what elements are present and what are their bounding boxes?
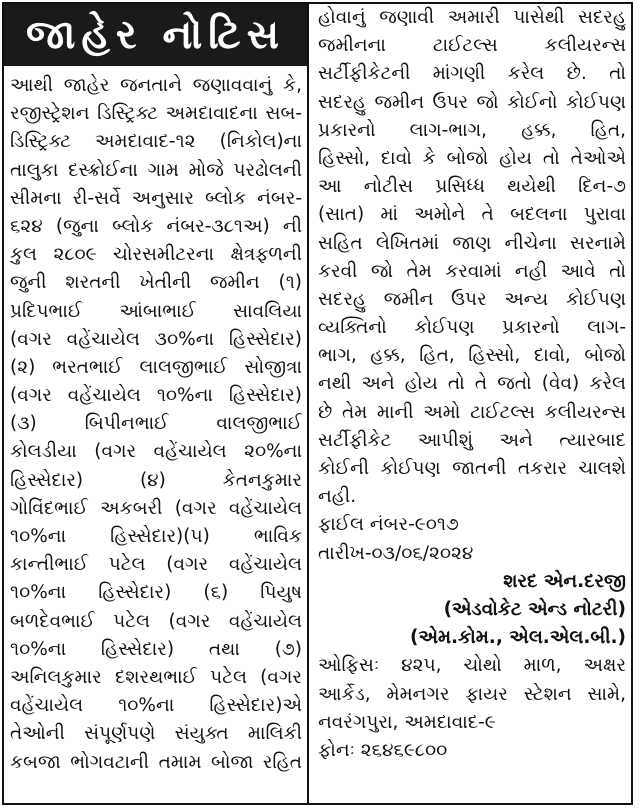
address-line-3: નવરંગપુરા, અમદાવાદ-૯ — [318, 711, 496, 733]
notice-date: તારીખ-૦૩/૦૬/૨૦૨૪ — [318, 542, 474, 564]
left-line-16: ગોવિંદભાઈ અકબરી (વગર વહેંચાયેલ — [10, 497, 302, 519]
left-line-25: કબજા ભોગવટાની તમામ બોજા રહિત — [10, 751, 302, 773]
phone-number: ફોનઃ ૨૬૪૬૯૮૦૦ — [318, 739, 448, 761]
right-line-8: (સાત) માં અમોને તે બદલના પુરાવા — [318, 204, 626, 226]
right-line-16: સર્ટીફીકેટ આપીશું અને ત્યારબાદ — [318, 429, 626, 451]
left-line-12: (વગર વહેંચાયેલ ૧૦%ના હિસ્સેદાર) — [10, 385, 302, 407]
left-line-6: ૬૨૪ (જુના બ્લોક નંબર-૩૮૧અ) ની — [10, 215, 302, 237]
left-line-1: આથી જાહેર જનતાને જણાવવાનું કે, — [10, 75, 302, 96]
right-line-1: હોવાનું જણાવી અમારી પાસેથી સદરહુ — [318, 7, 626, 28]
address-line-2: આર્કેડ, મેમનગર ફાયર સ્ટેશન સામે, — [318, 683, 626, 705]
right-line-4: સદરહુ જમીન ઉપર જો કોઈનો કોઈપણ — [318, 91, 626, 113]
right-line-11: સદરહુ જમીન ઉપર અન્ય કોઈપણ — [318, 288, 626, 310]
left-line-18: કાન્તીભાઈ પટેલ (વગર વહેંચાયેલ — [10, 554, 302, 576]
left-line-14: કોલડીયા (વગર વહેંચાયેલ ૨૦%ના — [10, 441, 302, 463]
right-line-9: સહિત લેખિતમાં જાણ નીચેના સરનામે — [318, 232, 626, 254]
right-line-14: નથી અને હોય તો તે જતો (વેવ) કરેલ — [318, 373, 626, 395]
address-line-1: ઓફિસઃ ૪૨૫, ચોથો માળ, અક્ષર — [318, 655, 626, 677]
right-line-7: આ નોટીસ પ્રસિધ્ધ થયેથી દિન-૭ — [318, 176, 626, 198]
signatory-name: શરદ એન.દરજી — [503, 570, 626, 592]
left-line-24: તેઓની સંપૂર્ણપણે સંયુક્ત માલિકી — [10, 723, 302, 745]
left-line-11: (૨) ભરતભાઈ લાલજીભાઈ સોજીત્રા — [10, 356, 302, 378]
right-line-10: કરવી જો તેમ કરવામાં નહી આવે તો — [318, 260, 626, 282]
left-line-8: જુની શરતની ખેતીની જમીન (૧) — [10, 272, 302, 294]
left-line-20: બળદેવભાઈ પટેલ (વગર વહેંચાયેલ — [10, 610, 302, 632]
right-line-3: સર્ટીફીકેટની માંગણી કરેલ છે. તો — [318, 63, 626, 85]
left-line-19: ૧૦%ના હિસ્સેદાર) (૬) પિયુષ — [10, 582, 302, 604]
right-line-13: ભાગ, હક્ક, હિત, હિસ્સો, દાવો, બોજો — [318, 345, 626, 367]
notice-title: જાહેર નોટિસ — [4, 4, 307, 66]
column-divider — [307, 2, 309, 805]
left-line-7: કુલ ૨૮૦૯ ચોરસમીટરના ક્ષેત્રફળની — [10, 244, 302, 266]
left-line-21: ૧૦%ના હિસ્સેદાર) તથા (૭) — [10, 638, 302, 660]
left-line-15: હિસ્સેદાર) (૪) કેતનકુમાર — [10, 469, 302, 491]
left-line-17: ૧૦%ના હિસ્સેદાર)(૫) ભાવિક — [10, 526, 302, 547]
notice-body-left — [10, 72, 302, 777]
right-line-2: જમીનના ટાઈટલ્સ કલીયરન્સ — [318, 35, 626, 57]
right-line-12: વ્યક્તિનો કોઈપણ પ્રકારનો લાગ- — [318, 317, 626, 339]
right-line-6: હિસ્સો, દાવો કે બોજો હોય તો તેઓએ — [318, 147, 626, 169]
left-line-13: (૩) બિપીનભાઈ વાલજીભાઈ — [10, 413, 302, 435]
left-line-10: (વગર વહેંચાયેલ ૩૦%ના હિસ્સેદાર) — [10, 328, 302, 350]
signatory-designation: (એડવોકેટ એન્ડ નોટરી) — [443, 598, 626, 620]
left-line-4: તાલુકા દસ્ક્રોઈના ગામ મોજે પરઢોલની — [10, 159, 302, 181]
right-line-5: પ્રકારનો લાગ-ભાગ, હક્ક, હિત, — [318, 119, 626, 141]
left-line-3: ડિસ્ટ્રિક્ટ અમદાવાદ-૧૨ (નિકોલ)ના — [10, 131, 302, 153]
file-number: ફાઈલ નંબર-૯૦૧૭ — [318, 514, 459, 536]
left-line-2: રજીસ્ટ્રેશન ડિસ્ટ્રિક્ટ અમદાવાદના સબ- — [10, 103, 302, 125]
right-line-18: નહી. — [318, 486, 357, 508]
signatory-qualification: (એમ.કોમ., એલ.એલ.બી.) — [410, 627, 626, 649]
left-line-22: અનિલકુમાર દશરથભાઈ પટેલ (વગર — [10, 666, 302, 688]
notice-body-right — [318, 4, 626, 765]
left-line-9: પ્રદિપભાઈ આંબાભાઈ સાવલિયા — [10, 300, 302, 322]
right-line-15: છે તેમ માની અમો ટાઈટલ્સ કલીયરન્સ — [318, 401, 626, 423]
right-line-17: કોઈની કોઈપણ જાતની તકરાર ચાલશે — [318, 458, 626, 479]
left-line-5: સીમના રી-સર્વે અનુસાર બ્લોક નંબર- — [10, 187, 302, 209]
left-line-23: વહેંચાયેલ ૧૦%ના હિસ્સેદાર)એ — [10, 695, 302, 717]
